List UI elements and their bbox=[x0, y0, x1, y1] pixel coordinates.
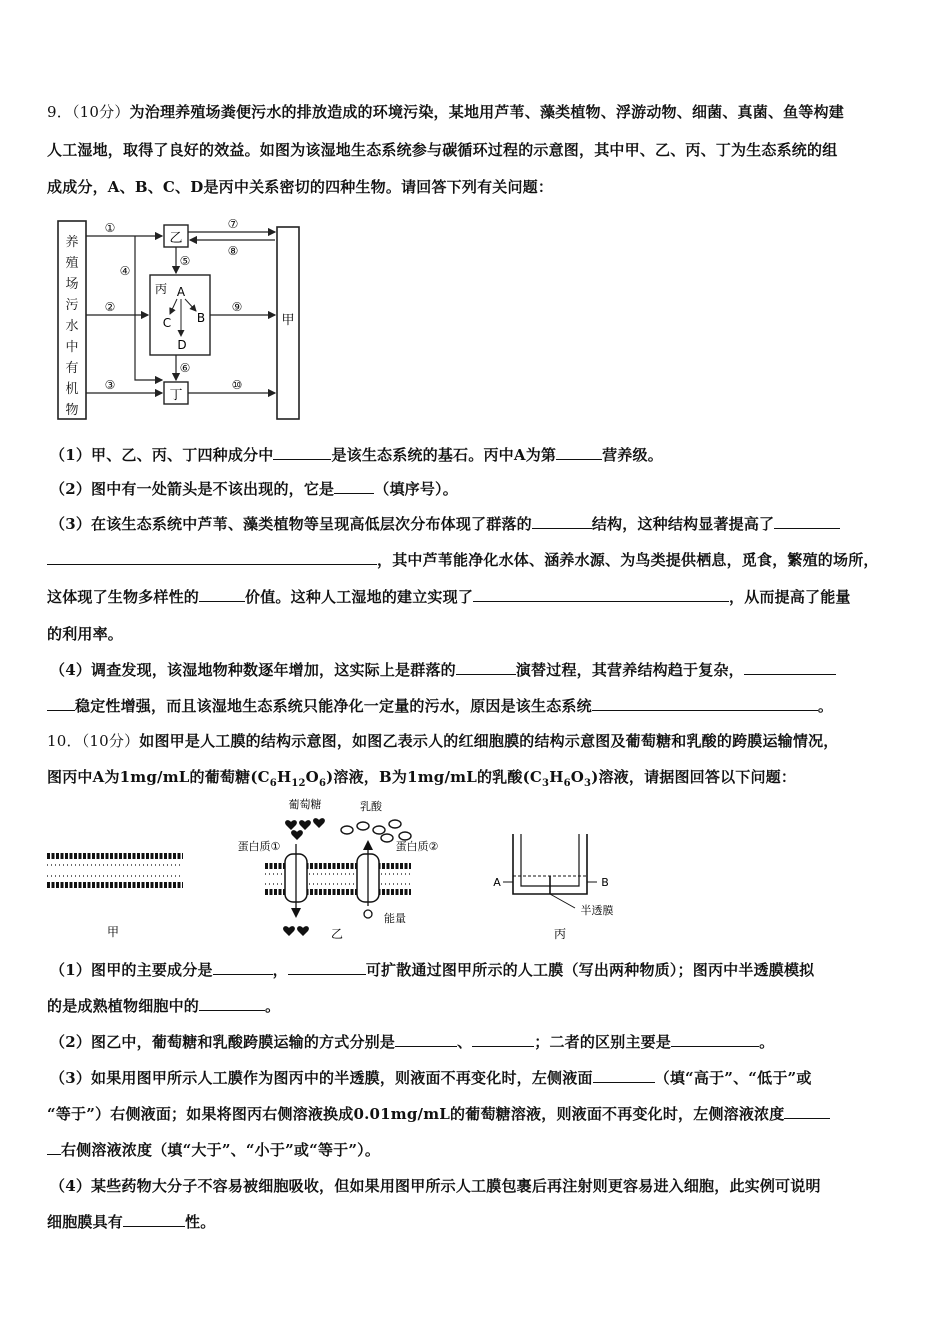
organism-a: A bbox=[176, 285, 186, 299]
glucose-label: 葡萄糖 bbox=[288, 798, 322, 811]
q10-part-4-line-1: （4）某些药物大分子不容易被细胞吸收，但如果用图甲所示人工膜包裹后再注射则更容易进入细胞，此实例可说明 bbox=[50, 1177, 821, 1195]
q9-p1-text-a: （1）甲、乙、丙、丁四种成分中 bbox=[50, 446, 274, 464]
answer-blank[interactable] bbox=[784, 1104, 830, 1119]
q9-p3-text-a: （3）在该生态系统中芦苇、藻类植物等呈现高低层次分布体现了群落的 bbox=[50, 515, 532, 533]
q9-part-1 bbox=[50, 445, 910, 465]
q10-p1-text-c: 可扩散通过图甲所示的人工膜（写出两种物质）；图丙中半透膜模拟 bbox=[365, 961, 815, 979]
q10-stem-h: H bbox=[276, 768, 292, 786]
q10-stem-line-2 bbox=[47, 767, 907, 787]
source-char: 机 bbox=[65, 382, 79, 397]
q9-stem-line-1 bbox=[47, 102, 907, 122]
answer-blank[interactable] bbox=[593, 1068, 655, 1083]
q10-p2-text-b: 、 bbox=[457, 1033, 473, 1051]
arrow-label-5: ⑤ bbox=[179, 254, 191, 268]
answer-blank[interactable] bbox=[123, 1212, 185, 1227]
q9-part-3-line-3 bbox=[47, 587, 907, 607]
arrow-4 bbox=[135, 236, 162, 380]
energy-dot bbox=[364, 910, 372, 918]
q10-p4-text-b: 细胞膜具有 bbox=[47, 1213, 124, 1231]
q10-part-3-line-2 bbox=[47, 1104, 907, 1124]
q9-stem-text-1: 为治理养殖场粪便污水的排放造成的环境污染，某地用芦苇、藻类植物、浮游动物、细菌、真菌、鱼等构建 bbox=[129, 103, 844, 121]
q9-p3-text-b: 结构，这种结构显著提高了 bbox=[591, 515, 775, 533]
answer-blank[interactable] bbox=[47, 1140, 61, 1155]
q10-part-1-line-1 bbox=[50, 960, 910, 980]
q10-p3-text-b: （填“高于”、“低于”或 bbox=[654, 1069, 812, 1087]
q9-p4-text-b: 演替过程，其营养结构趋于复杂， bbox=[515, 661, 744, 679]
q10-p1-text-e: 。 bbox=[265, 997, 281, 1015]
solution-a-label: A bbox=[493, 876, 501, 889]
q9-part-3-line-1 bbox=[50, 514, 910, 534]
q10-p2-text-a: （2）图乙中，葡萄糖和乳酸跨膜运输的方式分别是 bbox=[50, 1033, 396, 1051]
q9-p3-text-f: ，从而提高了能量 bbox=[729, 588, 851, 606]
fig-yi-label: 乙 bbox=[330, 927, 344, 941]
arrow-label-1: ① bbox=[104, 221, 116, 235]
q10-part-1-line-2 bbox=[47, 996, 907, 1016]
subscript: 6 bbox=[318, 778, 327, 789]
jia-label: 甲 bbox=[281, 313, 295, 328]
protein-1-label: 蛋白质① bbox=[237, 840, 281, 853]
q9-part-3-line-2 bbox=[47, 550, 907, 570]
q9-p4-text-d: 。 bbox=[817, 697, 834, 715]
q10-stem-o: O bbox=[570, 768, 585, 786]
solution-b-label: B bbox=[601, 876, 609, 889]
q9-stem-line-2: 人工湿地，取得了良好的效益。如图为该湿地生态系统参与碳循环过程的示意图，其中甲、乙、丙、丁为生态系统的组 bbox=[47, 141, 838, 159]
answer-blank[interactable] bbox=[273, 445, 331, 460]
ding-label: 丁 bbox=[169, 388, 183, 403]
answer-blank[interactable] bbox=[334, 479, 374, 494]
arrow-label-8: ⑧ bbox=[227, 244, 239, 258]
q9-p2-text-a: （2）图中有一处箭头是不该出现的，它是 bbox=[50, 480, 335, 498]
q10-p1-text-b: ， bbox=[272, 961, 288, 979]
source-char: 中 bbox=[65, 340, 79, 355]
q9-p3-text-c: ，其中芦苇能净化水体、涵养水源、为鸟类提供栖息，觅食，繁殖的场所， bbox=[377, 551, 879, 569]
organism-d: D bbox=[177, 338, 187, 352]
subscript: 6 bbox=[563, 778, 571, 789]
q9-part-3-line-4: 的利用率。 bbox=[47, 625, 124, 643]
answer-blank[interactable] bbox=[199, 996, 265, 1011]
energy-label: 能量 bbox=[384, 912, 406, 925]
q10-score: （10分） bbox=[81, 732, 140, 750]
answer-blank[interactable] bbox=[532, 514, 592, 529]
lactic-label: 乳酸 bbox=[360, 800, 382, 813]
q10-stem-text-2c: )溶液，请据图回答以下问题： bbox=[591, 768, 797, 786]
q10-p2-text-d: 。 bbox=[759, 1033, 775, 1051]
q9-number: 9． bbox=[47, 103, 72, 121]
answer-blank[interactable] bbox=[456, 660, 516, 675]
q9-p4-text-c: 稳定性增强，而且该湿地生态系统只能净化一定量的污水，原因是该生态系统 bbox=[75, 697, 592, 715]
source-char: 有 bbox=[65, 361, 79, 376]
answer-blank[interactable] bbox=[556, 445, 602, 460]
answer-blank[interactable] bbox=[744, 660, 836, 675]
answer-blank[interactable] bbox=[199, 587, 245, 602]
q10-p1-text-a: （1）图甲的主要成分是 bbox=[50, 961, 213, 979]
q10-membrane-figures bbox=[45, 796, 645, 946]
q10-p2-text-c: ；二者的区别主要是 bbox=[534, 1033, 672, 1051]
q10-p3-text-c: “等于”）右侧液面；如果将图丙右侧溶液换成0.01mg/mL的葡萄糖溶液，则液面不再变化时，左侧溶液浓度 bbox=[47, 1105, 785, 1123]
q9-part-4-line-2 bbox=[47, 696, 907, 716]
subscript: 6 bbox=[269, 778, 277, 789]
q10-part-3-line-3 bbox=[47, 1140, 907, 1160]
source-char: 水 bbox=[65, 319, 79, 334]
answer-blank[interactable] bbox=[592, 696, 818, 711]
q9-p1-text-b: 是该生态系统的基石。丙中A为第 bbox=[331, 446, 557, 464]
q10-stem-o: O bbox=[305, 768, 319, 786]
q9-p2-text-b: （填序号）。 bbox=[374, 480, 458, 498]
organism-b: B bbox=[196, 311, 206, 325]
q10-stem-text-1: 如图甲是人工膜的结构示意图，如图乙表示人的红细胞膜的结构示意图及葡萄糖和乳酸的跨膜运输情况， bbox=[139, 732, 839, 750]
red-cell-membrane bbox=[238, 797, 439, 936]
q10-p1-text-d: 的是成熟植物细胞中的 bbox=[47, 997, 200, 1015]
q10-p3-text-a: （3）如果用图甲所示人工膜作为图丙中的半透膜，则液面不再变化时，左侧液面 bbox=[50, 1069, 593, 1087]
q10-stem-text-2a: 图丙中A为1mg/mL的葡萄糖(C bbox=[47, 768, 270, 786]
answer-blank[interactable] bbox=[395, 1032, 457, 1047]
subscript: 12 bbox=[291, 778, 306, 789]
fig-jia-label: 甲 bbox=[106, 925, 120, 939]
subscript: 3 bbox=[542, 778, 550, 789]
arrow-label-2: ② bbox=[104, 300, 116, 314]
source-char: 场 bbox=[65, 277, 79, 292]
source-char: 污 bbox=[65, 298, 79, 313]
answer-blank[interactable] bbox=[288, 960, 366, 975]
q10-stem-text-2b: )溶液，B为1mg/mL的乳酸(C bbox=[326, 768, 543, 786]
q9-carbon-cycle-diagram bbox=[55, 215, 315, 425]
a-to-b-arrow bbox=[185, 299, 196, 311]
source-char: 殖 bbox=[65, 256, 79, 271]
answer-blank[interactable] bbox=[774, 514, 840, 529]
answer-blank[interactable] bbox=[472, 1032, 534, 1047]
organism-c: C bbox=[162, 316, 172, 330]
answer-blank[interactable] bbox=[213, 960, 273, 975]
q9-part-2 bbox=[50, 479, 910, 499]
q9-p3-text-e: 价值。这种人工湿地的建立实现了 bbox=[245, 588, 474, 606]
q10-part-3-line-1 bbox=[50, 1068, 910, 1088]
source-char: 养 bbox=[65, 235, 79, 250]
q9-p3-text-d: 这体现了生物多样性的 bbox=[47, 588, 200, 606]
q9-stem-line-3: 成成分，A、B、C、D是丙中关系密切的四种生物。请回答下列有关问题： bbox=[47, 178, 554, 196]
q9-p1-text-c: 营养级。 bbox=[602, 446, 663, 464]
yi-label: 乙 bbox=[169, 231, 183, 246]
q9-score: （10分） bbox=[71, 103, 130, 121]
membrane-label: 半透膜 bbox=[580, 904, 614, 917]
q9-p4-text-a: （4）调查发现，该湿地物种数逐年增加，这实际上是群落的 bbox=[50, 661, 456, 679]
arrow-label-6: ⑥ bbox=[179, 361, 191, 375]
protein-2-label: 蛋白质② bbox=[395, 840, 439, 853]
q10-p3-text-d: 右侧溶液浓度（填“大于”、“小于”或“等于”）。 bbox=[61, 1141, 381, 1159]
q10-part-4-line-2 bbox=[47, 1212, 907, 1232]
q10-stem-h: H bbox=[549, 768, 564, 786]
fig-bing-label: 丙 bbox=[553, 927, 567, 941]
arrow-label-3: ③ bbox=[104, 378, 116, 392]
a-to-c-arrow bbox=[170, 299, 177, 314]
q10-p4-text-c: 性。 bbox=[185, 1213, 216, 1231]
arrow-label-9: ⑨ bbox=[231, 300, 243, 314]
subscript: 3 bbox=[584, 778, 592, 789]
q10-number: 10． bbox=[47, 732, 82, 750]
u-tube bbox=[493, 834, 613, 917]
source-char: 物 bbox=[65, 403, 79, 418]
q10-stem-line-1 bbox=[47, 731, 907, 751]
answer-blank[interactable] bbox=[47, 696, 75, 711]
q10-part-2 bbox=[50, 1032, 910, 1052]
arrow-label-4: ④ bbox=[119, 264, 131, 278]
answer-blank[interactable] bbox=[473, 587, 729, 602]
q9-part-4-line-1 bbox=[50, 660, 910, 680]
arrow-label-7: ⑦ bbox=[227, 217, 239, 231]
answer-blank[interactable] bbox=[671, 1032, 759, 1047]
source-label bbox=[65, 235, 78, 418]
bing-label: 丙 bbox=[154, 282, 168, 296]
lactic-molecules bbox=[341, 820, 411, 842]
answer-blank[interactable] bbox=[47, 550, 377, 565]
artificial-membrane bbox=[47, 854, 183, 888]
arrow-label-10: ⑩ bbox=[231, 378, 243, 392]
